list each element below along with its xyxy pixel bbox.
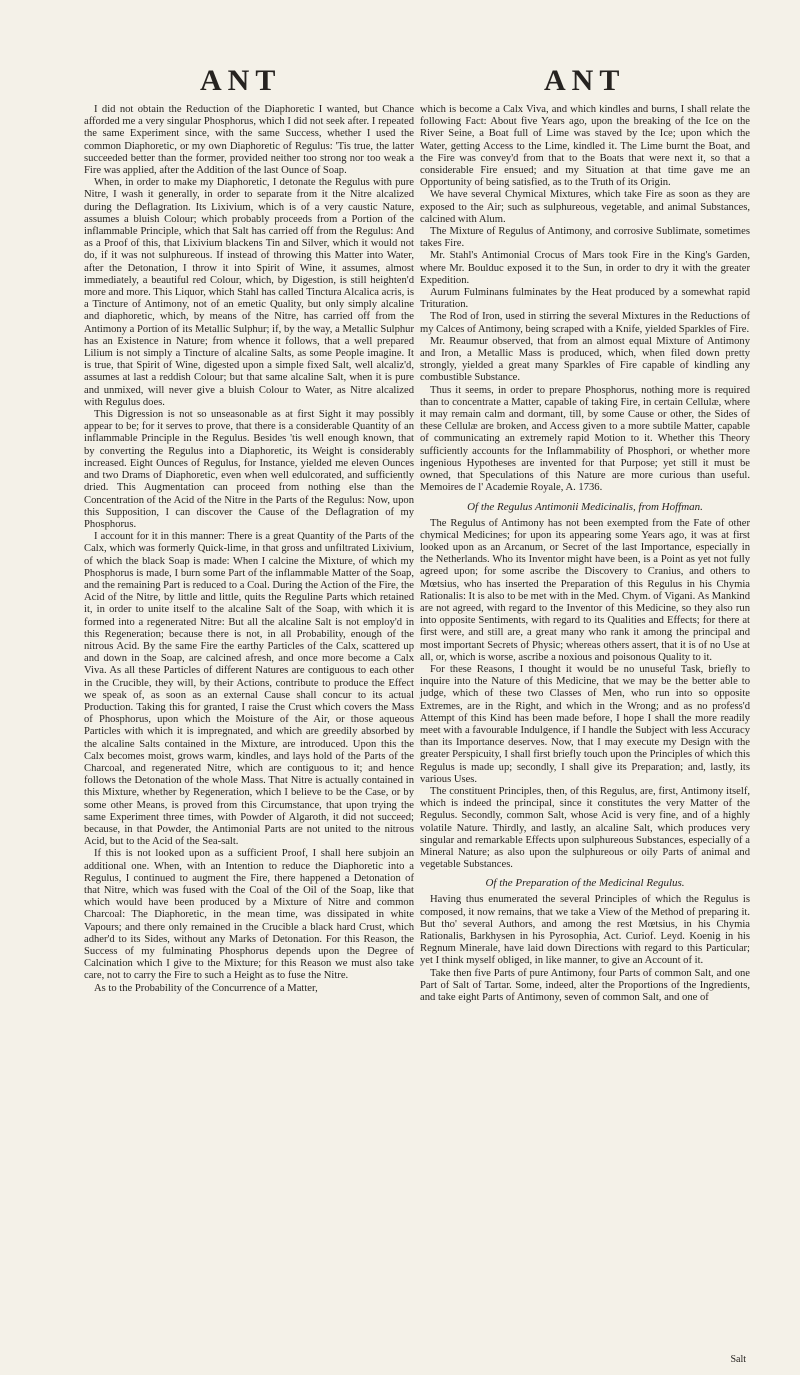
paragraph: This Digression is not so unseasonable as at first Sight it may possibly appear to be; for it serves to prove, that there is a considerable Quantity of an inflammable Principle in the Regulus. Besides 'tis well enough known, that by converting the Regulus into a Diaphoretic, its Weight is considerably increased. Eight Ounces of Regulus, for Instance, yielded me eleven Ounces and two Drams of Diaphoretic, even when well edulcorated, and sufficiently dried. This Augmentation can proceed from nothing else than the Concentration of the Acid of the Nitre in the Parts of the Regulus: Now, upon this Supposition, I can discover the Cause of the Deflagration of my Phosphorus.: [84, 409, 414, 530]
paragraph: Aurum Fulminans fulminates by the Heat produced by a somewhat rapid Trituration.: [420, 287, 750, 311]
paragraph: I did not obtain the Reduction of the Diaphoretic I wanted, but Chance afforded me a very singular Phosphorus, which I did not seek after. I repeated the same Experiment since, with the same Success, whether I used the common Diaphoretic, or my own Diaphoretic of Regulus: 'Tis true, the latter succeeded better than the former, provided neither too strong nor too weak a Fire was applied, after the Addition of the last Ounce of Soap.: [84, 104, 414, 177]
section-heading: Of the Preparation of the Medicinal Regulus.: [485, 877, 685, 890]
running-head-right: ANT: [544, 64, 626, 97]
paragraph: When, in order to make my Diaphoretic, I detonate the Regulus with pure Nitre, I wash it generally, in order to separate from it the Nitre alcalized during the Deflagration. Its Lixivium, which is of a very caustic Nature, assumes a bluish Colour; which probably proceeds from a Portion of the inflammable Principle, which that Salt has carried off from the Regulus: And as a Proof of this, that Lixivium blackens Tin and Silver, which it would not do, if it was not sulphureous. If instead of throwing this Matter into Water, after the Detonation, I throw it into Spirit of Wine, it assumes, almost immediately, a beautiful red Colour, which, by Digestion, is still heighten'd more and more. This Liquor, which Stahl has called Tinctura Alcalica acris, is a Tincture of Antimony, not of an emetic Quality, but only simply alcaline and diaphoretic, which, by means of the Nitre, has carried off from the Antimony a Portion of its Metallic Sulphur; if, by the way, a Metallic Sulphur has an Existence in Nature; from whence it follows, that a well prepared Lilium is not simply a Tincture of alcaline Salts, as some People imagine. It is true, that Spirit of Wine, digested upon a simple fixed Salt, well alcaliz'd, assumes at last a reddish Colour; but that same alcaline Salt, when it is pure and unmixed, will never give a bluish Colour to Water, as Nitre alcalized with Regulus does.: [84, 177, 414, 408]
running-head-left: ANT: [200, 64, 282, 97]
paragraph: The Mixture of Regulus of Antimony, and corrosive Sublimate, sometimes takes Fire.: [420, 226, 750, 250]
paragraph: The Regulus of Antimony has not been exempted from the Fate of other chymical Medicines; for upon its appearing some Years ago, it was at first looked upon as an Arcanum, or Secret of the last Importance, especially in the Netherlands. Who its Inventor might have been, is a Point as yet not fully agreed upon; for some ascribe the Discovery to Cranius, and others to Mœtsius, who has inserted the Preparation of this Regulus in his Chymia Rationalis: It is also to be met with in the Med. Chym. of Vigani. As Mankind are not agreed, with regard to the Inventor of this Medicine, so they also run into opposite Sentiments, with regard to its Qualities and Effects; for there at first were, and still are, a great many who rank it among the principal and most important Secrets of Physic; whereas others assert, that it is of no Use at all, or, which is worse, ascribe a noxious and poisonous Quality to it.: [420, 517, 750, 663]
paragraph: As to the Probability of the Concurrence of a Matter,: [94, 982, 318, 994]
right-column: [420, 104, 750, 1004]
paragraph: Take then five Parts of pure Antimony, four Parts of common Salt, and one Part of Salt of Tartar. Some, indeed, alter the Proportions of the Ingredients, and take eight Parts of Antimony, seven of common Salt, and one of: [420, 967, 750, 1004]
paragraph: Mr. Reaumur observed, that from an almost equal Mixture of Antimony and Iron, a Metallic Mass is produced, which, when filed down pretty strongly, yielded a great many Sparkles of Fire capable of kindling any combustible Substance.: [420, 335, 750, 384]
left-column: [84, 104, 414, 995]
paragraph: Thus it seems, in order to prepare Phosphorus, nothing more is required than to concentrate a Matter, capable of taking Fire, in certain Cellulæ, where it may remain calm and dormant, till, by some Cause or other, the Sides of these Cellulæ are broken, and Access given to a more subtile Matter, capable of communicating an extremely rapid Motion to it. Whether this Theory sufficiently accounts for the Inflammability of Phosphori, or whether more ingenious Hypotheses are invented for that Purpose; yet still it must be owned, that Speculations of this Nature are more curious than useful. Memoires de l' Academie Royale, A. 1736.: [420, 384, 750, 494]
paragraph: which is become a Calx Viva, and which kindles and burns, I shall relate the following Fact: About five Years ago, upon the breaking of the Ice on the River Seine, a Boat full of Lime was staved by the Ice; upon which the Water, getting Access to the Lime, kindled it. The Lime burnt the Boat, and the Fire was convey'd from that to the Boats that were next it, so that a considerable Fire ensued; and my Situation at that time gave me an Opportunity of being satisfied, as to the Truth of its Origin.: [420, 104, 750, 189]
section-heading: Of the Regulus Antimonii Medicinalis, from Hoffman.: [467, 500, 703, 513]
paragraph: I account for it in this manner: There is a great Quantity of the Parts of the Calx, which was formerly Quick-lime, in that gross and unfiltrated Lixivium, of which the black Soap is made: When I calcine the Mixture, of which my Phosphorus is made, I burn some Part of the inflammable Matter of the Soap, and the remaining Part is reduced to a Coal. During the Action of the Fire, the Acid of the Nitre, by little and little, quits the Reguline Parts which retained it, in order to unite itself to the alcaline Salt of the Soap, with which it is formed into a regenerated Nitre: But all the alcaline Salt is not employ'd in this Regeneration; because there is not, in all Probability, enough of the nitrous Acid. By the same Fire the earthy Particles of the Calx, scattered up and down in the Soap, are calcined afresh, and once more become a Calx Viva. As all these Particles of different Natures are contiguous to each other in the Crucible, they will, by their Actions, contribute to produce the Effect we speak of, as soon as an external Cause shall concur to its actual Production. Taking this for granted, I raise the Crust which covers the Mass of Phosphorus, upon which the Moisture of the Air, or those aqueous Particles with which it is impregnated, and which are greedily absorbed by the alcaline Salts contained in the Mixture, are introduced. Upon this the Calx becomes moist, grows warm, kindles, and lays hold of the Parts of the Charcoal, and regenerated Nitre, which are contiguous to it; and hence follows the Detonation of the whole Mass. That Nitre is actually contained in this Mixture, whether by Regeneration, which I believe to be the Case, or by some other Means, is proved from this Circumstance, that upon trying the same Experiment three times, with Powder of Algaroth, it did not succeed; because, in that Powder, the Antimonial Parts are not united to the nitrous Acid, but to the Acid of the Sea-salt.: [84, 531, 414, 848]
paragraph: The constituent Principles, then, of this Regulus, are, first, Antimony itself, which is indeed the principal, since it constitutes the very Matter of the Regulus. Secondly, common Salt, whose Acid is very fine, and of a highly volatile Nature. Thirdly, and lastly, an alcaline Salt, which produces very singular and remarkable Effects upon sulphureous Substances, especially of a Mineral Nature; as also upon the sulphureous or oily Parts of animal and vegetable Substances.: [420, 785, 750, 871]
paragraph: Having thus enumerated the several Principles of which the Regulus is composed, it now remains, that we take a View of the Method of preparing it. But tho' several Authors, and among the rest Mœtsius, in his Chymia Rationalis, Barkhysen in his Pyrosophia, Act. Curiof. Leyd. Koenig in his Regnum Minerale, have laid down Directions with regard to this Particular; yet I think myself obliged, in like manner, to give an Account of it.: [420, 894, 750, 967]
catchword: Salt: [730, 1354, 746, 1365]
paragraph: Mr. Stahl's Antimonial Crocus of Mars took Fire in the King's Garden, where Mr. Boulduc exposed it to the Sun, in order to dry it with the greater Expedition.: [420, 250, 750, 286]
paragraph: The Rod of Iron, used in stirring the several Mixtures in the Reductions of my Calces of Antimony, being scraped with a Knife, yielded Sparkles of Fire.: [420, 311, 750, 335]
paragraph: We have several Chymical Mixtures, which take Fire as soon as they are exposed to the Air; such as sulphureous, vegetable, and animal Substances, calcined with Alum.: [420, 189, 750, 225]
paragraph: For these Reasons, I thought it would be no unuseful Task, briefly to inquire into the Nature of this Medicine, that we may be the better able to judge, which of these two Classes of Men, who run into so opposite Extremes, are in the Right, and which in the Wrong; and as no profess'd Attempt of this Kind has been made before, I hope I shall the more readily meet with a favourable Indulgence, if I handle the Subject with less Accuracy than its Importance deserves. Now, that I may execute my Design with the greater Perspicuity, I shall first briefly touch upon the Principles of which this Regulus is made up; secondly, I shall give its Preparation; and, lastly, its various Uses.: [420, 663, 750, 785]
paragraph: If this is not looked upon as a sufficient Proof, I shall here subjoin an additional one. When, with an Intention to reduce the Diaphoretic into a Regulus, I continued to augment the Fire, there happened a Detonation of that Nitre, which was fused with the Coal of the Oil of the Soap, like that which would have been produced by a Mixture of Nitre and common Charcoal: The Diaphoretic, in the mean time, was dissipated in white Vapours; and there only remained in the Crucible a black hard Crust, which adher'd to its Sides, without any Marks of Detonation. For this Reason, the Success of my fulminating Phosphorus depends upon the Degree of Calcination which I give to the Mixture; for this Reason we must also take care, not to carry the Fire to such a Height as to fuse the Nitre.: [84, 848, 414, 982]
